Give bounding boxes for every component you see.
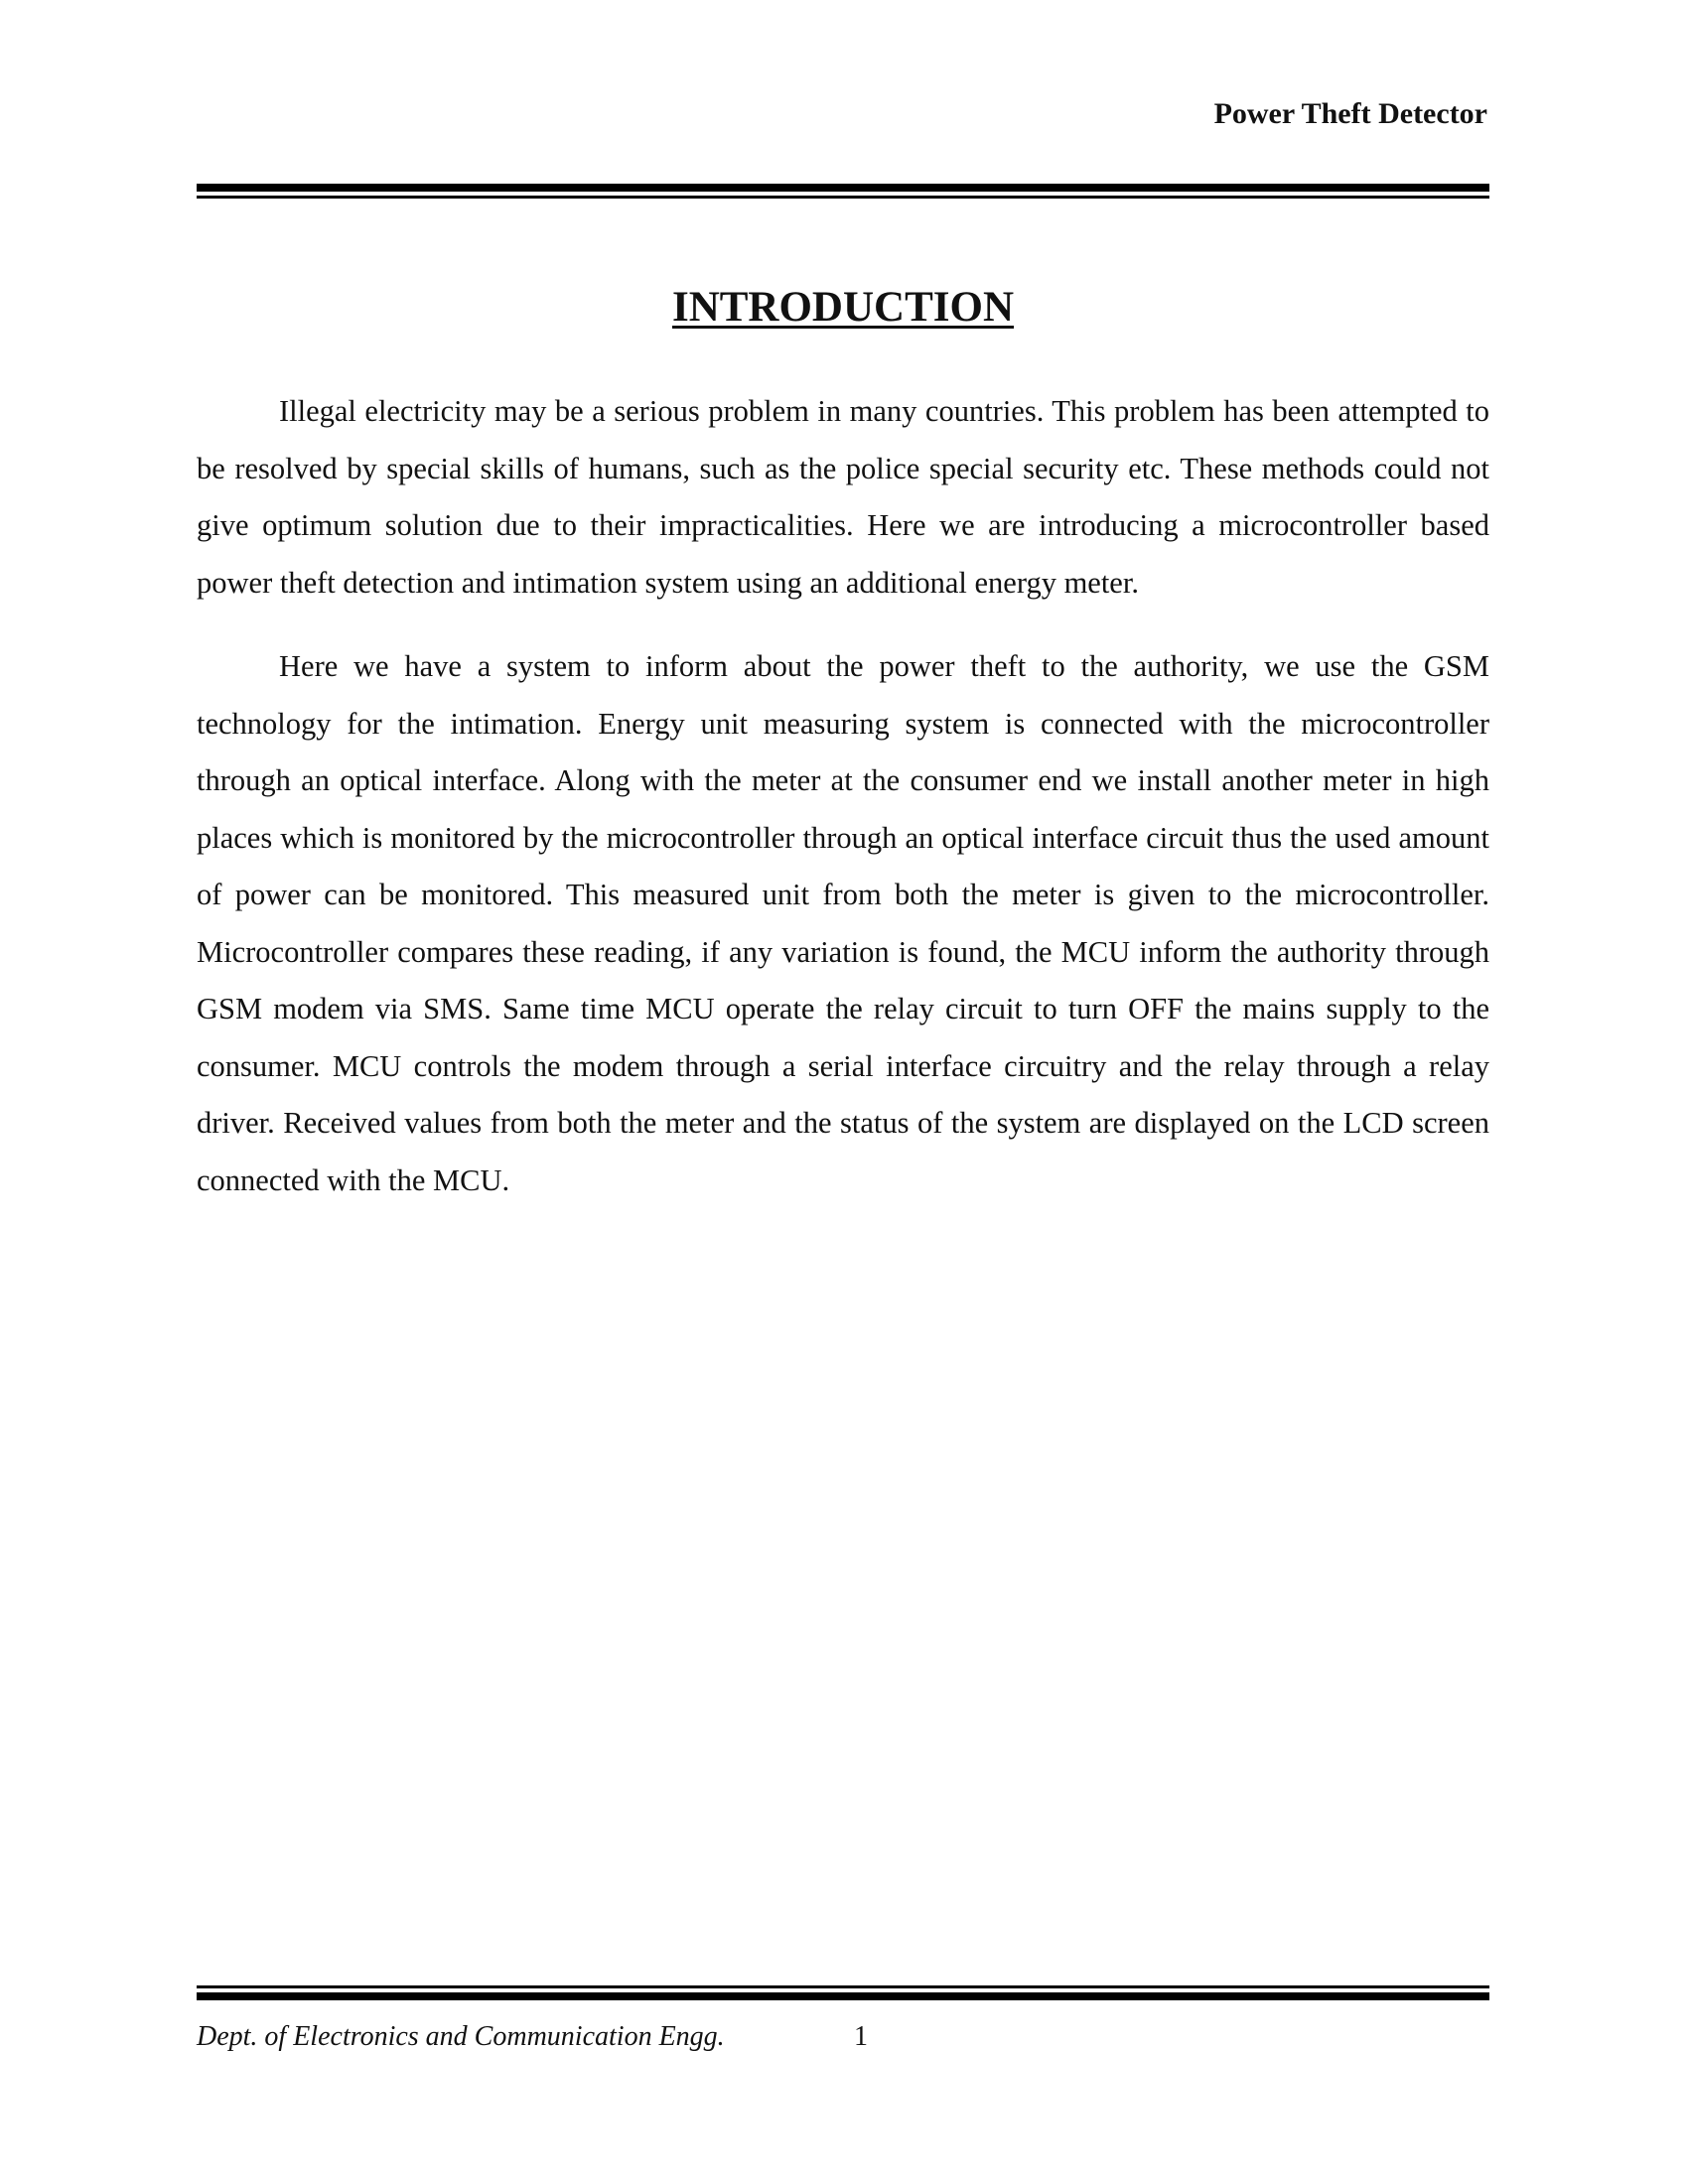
header-rule bbox=[197, 184, 1489, 199]
chapter-title: INTRODUCTION bbox=[671, 284, 1015, 331]
footer-department: Dept. of Electronics and Communication Engg. bbox=[197, 2021, 725, 2052]
page-number: 1 bbox=[854, 2021, 868, 2052]
body-text bbox=[197, 383, 1489, 1236]
header-rule-thin-line bbox=[197, 196, 1489, 199]
paragraph: Here we have a system to inform about the power theft to the authority, we use the GSM technology for the intimation. Energy unit measuring system is connected with the microcontroller through an optical interface. Along with the meter at the consumer end we install another meter in high places which is monitored by the microcontroller through an optical interface circuit thus the used amount of power can be monitored. This measured unit from both the meter is given to the microcontroller. Microcontroller compares these reading, if any variation is found, the MCU inform the authority through GSM modem via SMS. Same time MCU operate the relay circuit to turn OFF the mains supply to the consumer. MCU controls the modem through a serial interface circuitry and the relay through a relay driver. Received values from both the meter and the status of the system are displayed on the LCD screen connected with the MCU. bbox=[197, 649, 1489, 1197]
footer-rule-thick-line bbox=[197, 1992, 1489, 2000]
paragraph: Illegal electricity may be a serious problem in many countries. This problem has been attempted to be resolved by special skills of humans, such as the police special security etc. These methods could not give optimum solution due to their impracticalities. Here we are introducing a microcontroller based power theft detection and intimation system using an additional energy meter. bbox=[197, 394, 1489, 600]
header-rule-thick-line bbox=[197, 184, 1489, 192]
footer-rule bbox=[197, 1985, 1489, 2000]
running-header: Power Theft Detector bbox=[1213, 97, 1487, 130]
